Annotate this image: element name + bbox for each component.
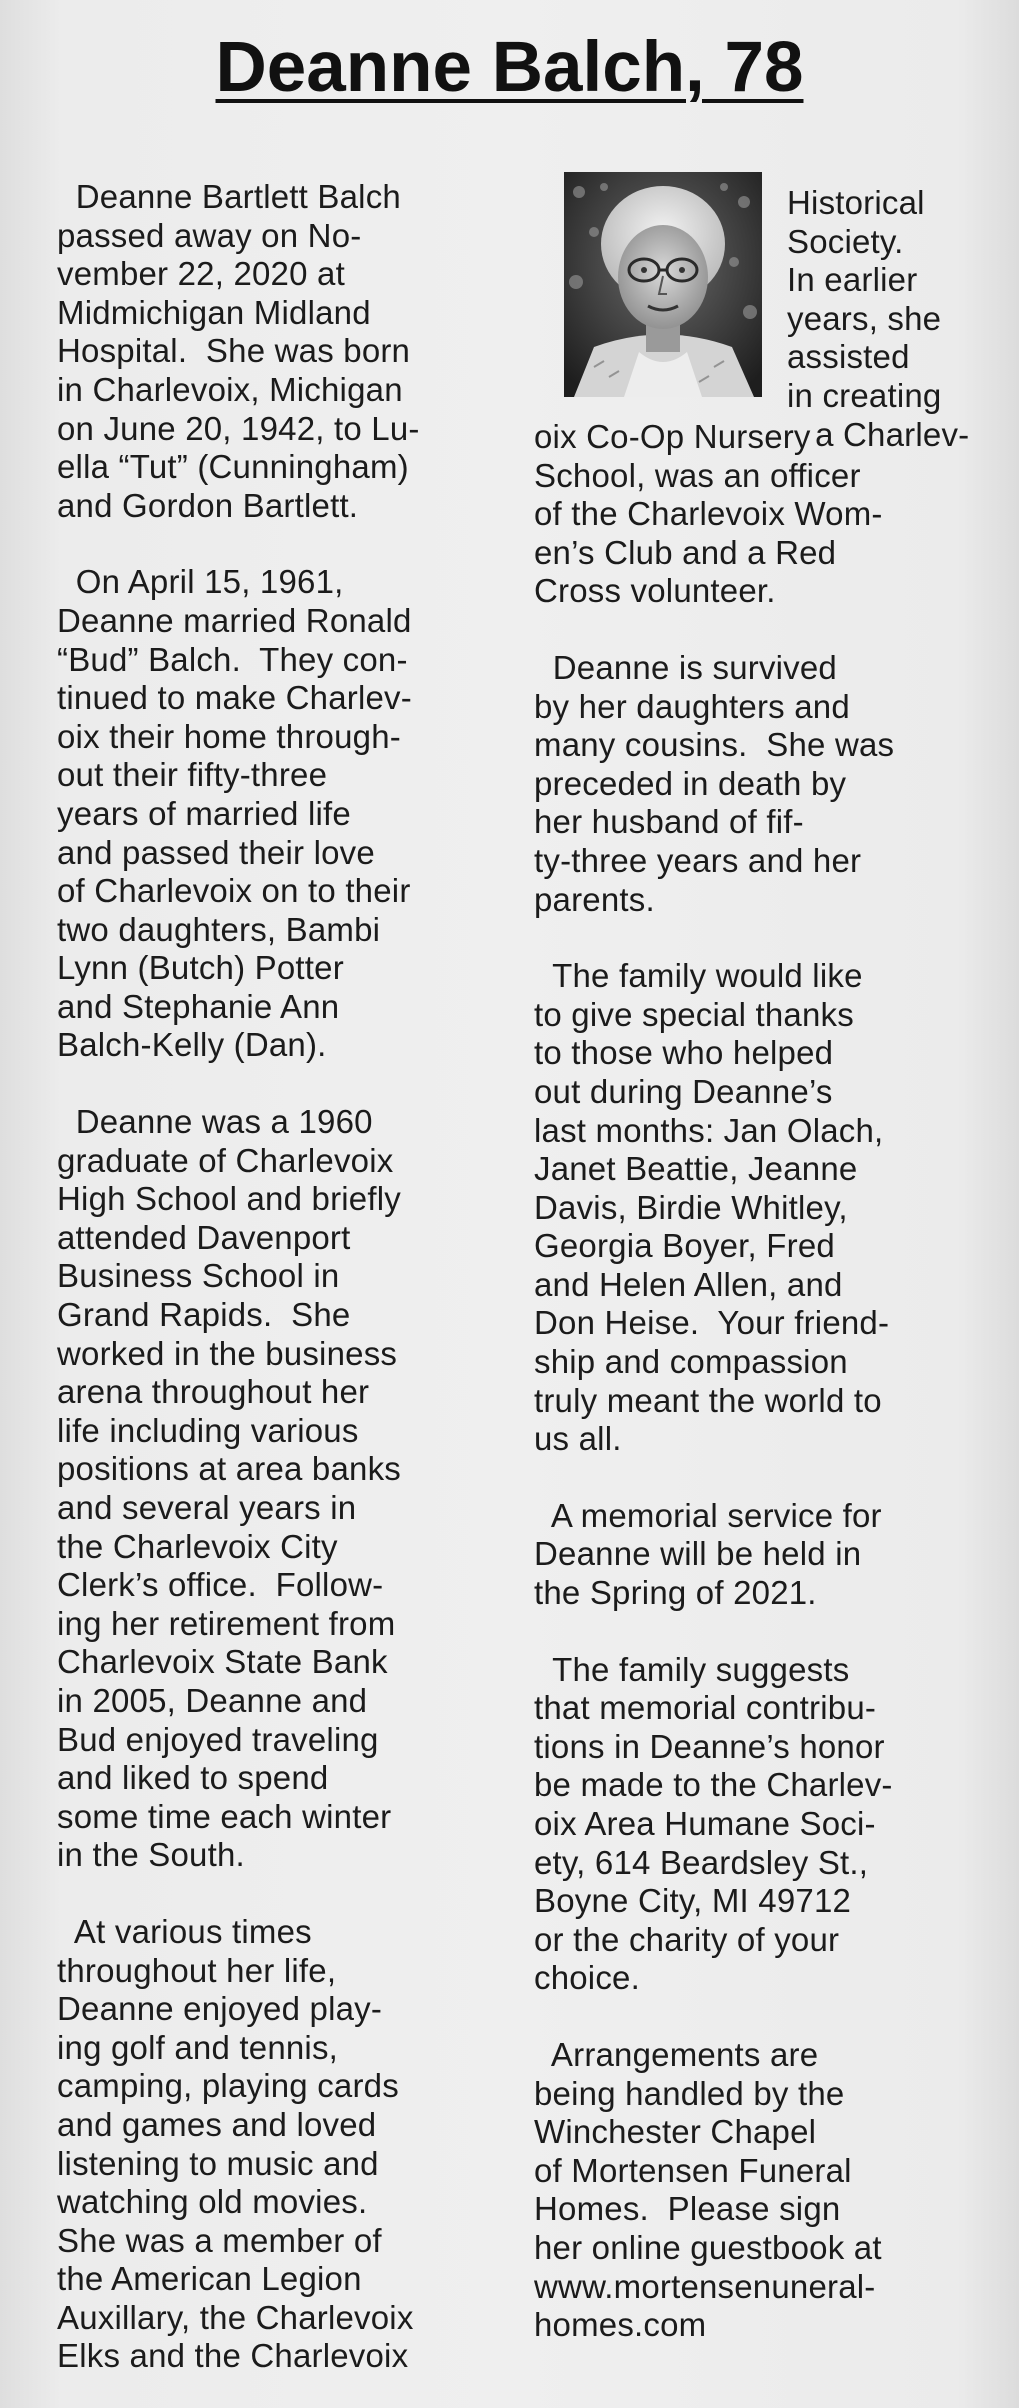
right-column-top	[787, 184, 1012, 454]
paragraph: Deanne is survived by her daughters and many cousins. She was preceded in death by her husband of fif- ty-three years and her parents.	[534, 648, 895, 918]
left-column	[57, 178, 497, 2376]
paragraph: At various times throughout her life, Deanne enjoyed play- ing golf and tennis, camping, playing cards and games and loved listening to music and watching old movies. She was a member of the American Legion Auxillary, the Charlevoix Elks and the Charlevoix	[57, 1912, 414, 2375]
paragraph: A memorial service for Deanne will be held in the Spring of 2021.	[534, 1496, 882, 1612]
title-text: Deanne Balch, 78	[215, 28, 804, 107]
paragraph: The family would like to give special thanks to those who helped out during Deanne’s last months: Jan Olach, Janet Beattie, Jeanne Davis, Birdie Whitley, Georgia Boyer, Fred and Helen Allen, and Don Heise. Your friend- ship and compassion truly meant the world to us all.	[534, 957, 890, 1458]
portrait-photo	[564, 172, 762, 397]
paragraph: The family suggests that memorial contribu- tions in Deanne’s honor be made to the Charlev- oix Area Humane Soci- ety, 614 Beardsley St., Boyne City, MI 49712 or the charity of your choice.	[534, 1650, 893, 1997]
portrait-photo-icon	[564, 172, 762, 397]
paragraph: On April 15, 1961, Deanne married Ronald “Bud” Balch. They con- tinued to make Charlev- oix their home through- out their fifty-three years of married life and passed their love of Charlevoix on to their two daughters, Bambi Lynn (Butch) Potter and Stephanie Ann Balch-Kelly (Dan).	[57, 563, 412, 1064]
paragraph: oix Co-Op Nursery School, was an officer of the Charlevoix Wom- en’s Club and a Red Cross volunteer.	[534, 418, 883, 610]
paragraph: Deanne was a 1960 graduate of Charlevoix High School and briefly attended Davenport Business School in Grand Rapids. She worked in the business arena throughout her life including various positions at area banks and several years in the Charlevoix City Clerk’s office. Follow- ing her retirement from Charlevoix State Bank in 2005, Deanne and Bud enjoyed traveling and liked to spend some time each winter in the South.	[57, 1103, 401, 1874]
obituary-title	[0, 28, 1019, 108]
paragraph: Arrangements are being handled by the Winchester Chapel of Mortensen Funeral Homes. Please sign her online guestbook at www.mortensenuneral- homes.com	[534, 2035, 882, 2344]
paragraph: Historical Society. In earlier years, she assisted in creating a Charlev-	[787, 184, 970, 453]
paragraph: Deanne Bartlett Balch passed away on No- vember 22, 2020 at Midmichigan Midland Hospital. She was born in Charlevoix, Michigan on June 20, 1942, to Lu- ella “Tut” (Cunningham) and Gordon Bartlett.	[57, 178, 420, 524]
right-column	[534, 418, 1004, 2345]
